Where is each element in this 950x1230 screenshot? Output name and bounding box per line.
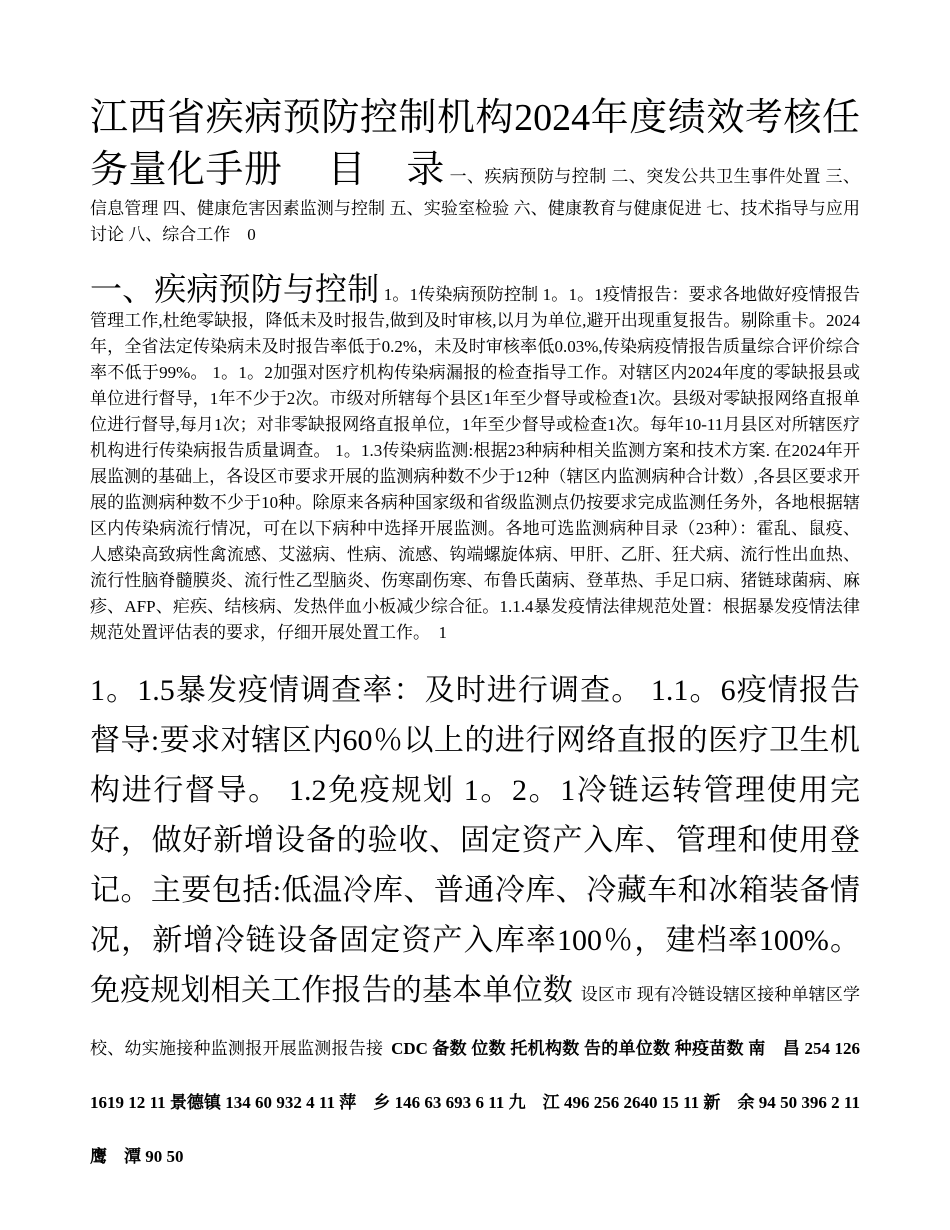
section-1-continued bbox=[90, 666, 860, 1182]
section-1-heading: 一、疾病预防与控制 bbox=[90, 271, 380, 307]
toc-heading-char-2: 录 bbox=[405, 149, 445, 191]
large-body-text: 1。1.5暴发疫情调查率：及时进行调查。 1.1。6疫情报告督导:要求对辖区内60％以上的进行网络直报的医疗卫生机构进行督导。 1.2免疫规划 1。2。1冷链运转管理使用完好，做好新增设备的验收、固定资产入库、管理和使用登记。主要包括:低温冷库、普通冷库、冷藏车和冰箱装备情况，新增冷链设备固定资产入库率100％，建档率100%。 免疫规划相关工作报告的基本单位数 bbox=[90, 674, 860, 1007]
toc-heading bbox=[287, 149, 445, 191]
table-data-text: CDC 备数 位数 托机构数 告的单位数 种疫苗数 南 昌 254 126 1619 12 11 景德镇 134 60 932 4 11 萍 乡 146 63 693 6 11 九 江 496 256 2640 15 11 新 余 94 50 396 2 11 鹰 潭 90 50 bbox=[90, 1039, 861, 1166]
document-page bbox=[90, 92, 860, 1182]
title-toc-block bbox=[90, 92, 860, 248]
toc-heading-char-1: 目 bbox=[327, 149, 366, 191]
section-1-body: 1。1传染病预防控制 1。1。1疫情报告：要求各地做好疫情报告管理工作,杜绝零缺报，降低未及时报告,做到及时审核,以月为单位,避开出现重复报告。剔除重卡。2024年，全省法定传染病未及时报告率低于0.2%，未及时审核率低0.03%,传染病疫情报告质量综合评价综合率不低于99%。 1。1。2加强对医疗机构传染病漏报的检查指导工作。对辖区内2024年度的零缺报县或单位进行督导，1年不少于2次。市级对所辖每个县区1年至少督导或检查1次。县级对零缺报网络直报单位进行督导,每月1次；对非零缺报网络直报单位，1年至少督导或检查1次。每年10-11月县区对所辖医疗机构进行传染病报告质量调查。 1。1.3传染病监测:根据23种病种相关监测方案和技术方案. 在2024年开展监测的基础上，各设区市要求开展的监测病种数不少于12种（辖区内监测病种合计数）,各县区要求开展的监测病种数不少于10种。除原来各病种国家级和省级监测点仍按要求完成监测任务外，各地根据辖区内传染病流行情况，可在以下病种中选择开展监测。各地可选监测病种目录（23种）：霍乱、鼠疫、人感染高致病性禽流感、艾滋病、性病、流感、钩端螺旋体病、甲肝、乙肝、狂犬病、流行性出血热、流行性脑脊髓膜炎、流行性乙型脑炎、伤寒副伤寒、布鲁氏菌病、登革热、手足口病、猪链球菌病、麻疹、AFP、疟疾、结核病、发热伴血小板减少综合征。1.1.4暴发疫情法律规范处置：根据暴发疫情法律规范处置评估表的要求，仔细开展处置工作。 1 bbox=[90, 285, 861, 642]
toc-items: 一、疾病预防与控制 二、突发公共卫生事件处置 三、信息管理 四、健康危害因素监测与控制 五、实验室检验 六、健康教育与健康促进 七、技术指导与应用讨论 八、综合工作 0 bbox=[90, 167, 861, 244]
section-1 bbox=[90, 271, 861, 646]
document-title: 江西省疾病预防控制机构2024年度绩效考核任务量化手册 bbox=[90, 97, 860, 191]
table-header-text: 设区市 现有冷链设辖区接种单辖区学校、幼实施接种监测报开展监测报告接 bbox=[90, 985, 861, 1058]
